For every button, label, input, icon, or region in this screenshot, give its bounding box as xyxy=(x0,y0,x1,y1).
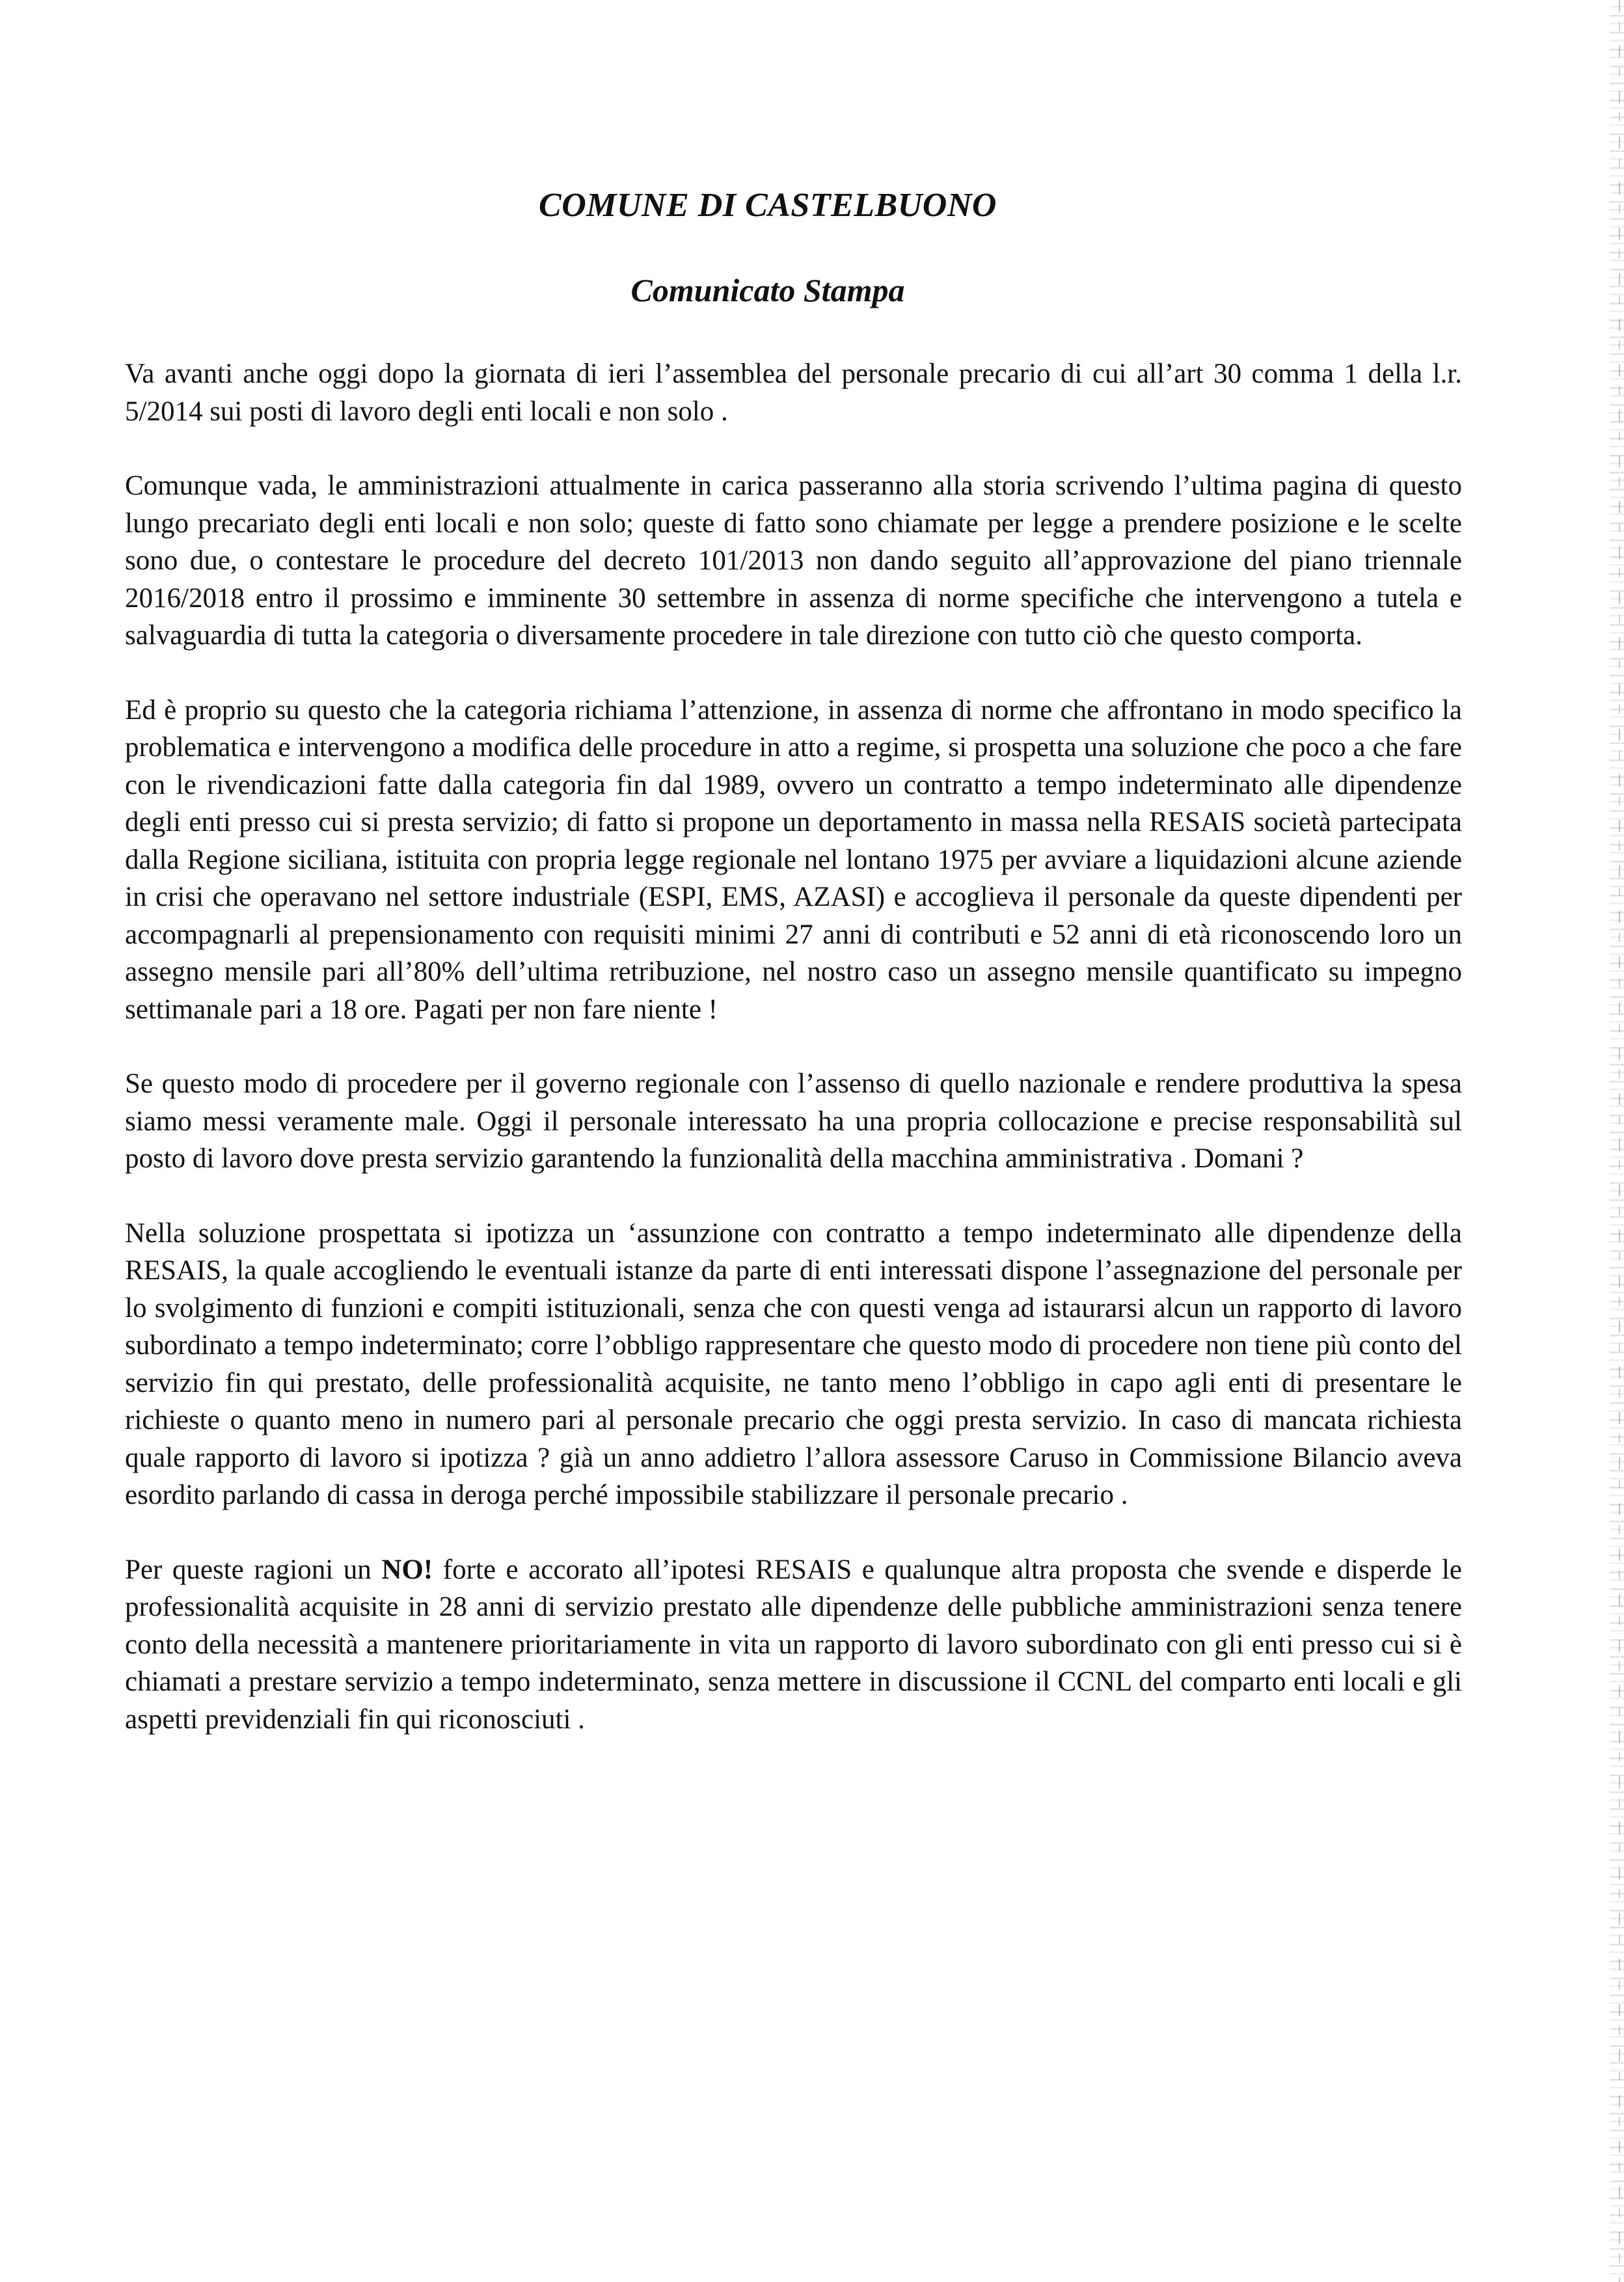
municipality-title: COMUNE DI CASTELBUONO xyxy=(539,187,997,224)
paragraph-6 xyxy=(125,1551,1462,1739)
scanned-edge-line xyxy=(1619,0,1620,2282)
paragraph-4: Se questo modo di procedere per il governo regionale con l’assenso di quello nazionale e rendere produttiva la spesa siamo messi veramente male. Oggi il personale interessato ha una propria collocazione e precise responsabilità sul posto di lavoro dove presta servizio garantendo la funzionalità della macchina amministrativa . Domani ? xyxy=(125,1068,1462,1174)
paragraph-2: Comunque vada, le amministrazioni attualmente in carica passeranno alla storia scrivendo l’ultima pagina di questo lungo precariato degli enti locali e non solo; queste di fatto sono chiamate per legge a prendere posizione e le scelte sono due, o contestare le procedure del decreto 101/2013 non dando seguito all’approvazione del piano triennale 2016/2018 entro il prossimo e imminente 30 settembre in assenza di norme specifiche che intervengono a tutela e salvaguardia di tutta la categoria o diversamente procedere in tale direzione con tutto ciò che questo comporta. xyxy=(125,470,1462,651)
paragraph-5: Nella soluzione prospettata si ipotizza un ‘assunzione con contratto a tempo indeterminato alle dipendenze della RESAIS, la quale accogliendo le eventuali istanze da parte di enti interessati dispone l’assegnazione del personale per lo svolgimento di funzioni e compiti istituzionali, senza che con questi venga ad istaurarsi alcun un rapporto di lavoro subordinato a tempo indeterminato; corre l’obbligo rappresentare che questo modo di procedere non tiene più conto del servizio fin qui prestato, delle professionalità acquisite, ne tanto meno l’obbligo in capo agli enti di presentare le richieste o quanto meno in numero pari al personale precario che oggi presta servizio. In caso di mancata richiesta quale rapporto di lavoro si ipotizza ? già un anno addietro l’allora assessore Caruso in Commissione Bilancio aveva esordito parlando di cassa in deroga perché impossibile stabilizzare il personale precario . xyxy=(125,1217,1462,1510)
paragraph-6-end: forte e accorato all’ipotesi RESAIS e qualunque altra proposta che svende e disperde le professionalità acquisite in 28 anni di servizio prestato alle dipendenze delle pubbliche amministrazioni senza tenere conto della necessità a mantenere prioritariamente in vita un rapporto di lavoro subordinato con gli enti presso cui si è chiamati a prestare servizio a tempo indeterminato, senza mettere in discussione il CCNL del comparto enti locali e gli aspetti previdenziali fin qui riconosciuti . xyxy=(125,1554,1462,1735)
paragraph-3: Ed è proprio su questo che la categoria richiama l’attenzione, in assenza di norme che affrontano in modo specifico la problematica e intervengono a modifica delle procedure in atto a regime, si prospetta una soluzione che poco a che fare con le rivendicazioni fatte dalla categoria fin dal 1989, ovvero un contratto a tempo indeterminato alle dipendenze degli enti presso cui si presta servizio; di fatto si propone un deportamento in massa nella RESAIS società partecipata dalla Regione siciliana, istituita con propria legge regionale nel lontano 1975 per avviare a liquidazioni alcune aziende in crisi che operavano nel settore industriale (ESPI, EMS, AZASI) e accoglieva il personale da queste dipendenti per accompagnarli al prepensionamento con requisiti minimi 27 anni di contributi e 52 anni di età riconoscendo loro un assegno mensile pari all’80% dell’ultima retribuzione, nel nostro caso un assegno mensile quantificato su impegno settimanale pari a 18 ore. Pagati per non fare niente ! xyxy=(125,694,1462,1025)
paragraph-1: Va avanti anche oggi dopo la giornata di ieri l’assemblea del personale precario di cui all’art 30 comma 1 della l.r. 5/2014 sui posti di lavoro degli enti locali e non solo . xyxy=(125,359,1462,427)
scanned-right-edge xyxy=(1610,0,1624,2282)
paragraph-6-start: Per queste ragioni un xyxy=(125,1554,382,1585)
no-emphasis: NO! xyxy=(381,1554,433,1585)
press-release-subtitle: Comunicato Stampa xyxy=(630,272,905,308)
press-release-body xyxy=(125,355,1462,1775)
